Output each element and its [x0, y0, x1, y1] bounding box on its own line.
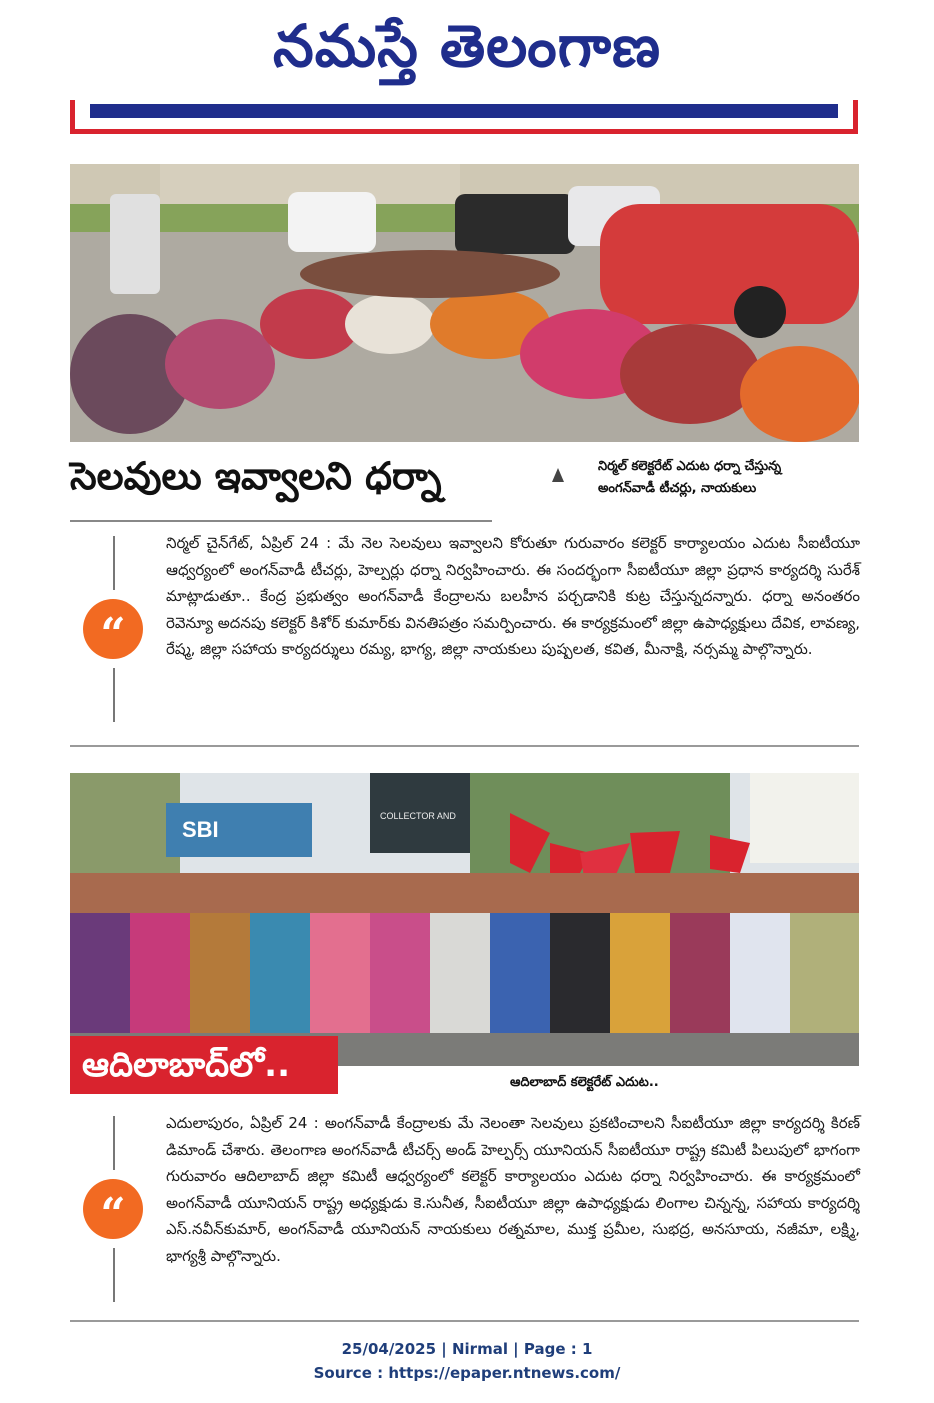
newspaper-title: నమస్తే తెలంగాణ: [273, 12, 661, 80]
quote-icon: “: [83, 1179, 143, 1239]
sbi-sign-text: SBI: [182, 817, 219, 842]
story2-caption: ఆదిలాబాద్ కలెక్టరేట్ ఎదుట..: [510, 1075, 659, 1090]
story1-quote-column: [70, 536, 134, 722]
story2-photo-illustration: [70, 773, 859, 1066]
collector-sign-text: COLLECTOR AND: [380, 811, 456, 821]
headline-underline: [70, 520, 492, 522]
story2-photo: [70, 773, 859, 1066]
page-footer-date: 25/04/2025 | Nirmal | Page : 1: [341, 1340, 593, 1358]
story1-headline: సెలవులు ఇవ్వాలని ధర్నా: [70, 454, 442, 498]
quote-line-bottom: [113, 668, 115, 722]
story2-quote-column: [70, 1116, 134, 1302]
story1-caption-line2: అంగన్‌వాడీ టీచర్లు, నాయకులు: [598, 481, 757, 496]
quote-line-top: [113, 1116, 115, 1170]
story1-photo-illustration: [70, 164, 859, 442]
story1-caption-line1: నిర్మల్ కలెక్టరేట్ ఎదుట ధర్నా చేస్తున్న: [598, 459, 782, 474]
masthead-blue-bar: [90, 104, 838, 118]
story1-photo: [70, 164, 859, 442]
story1-body: నిర్మల్ చైన్‌గేట్, ఏప్రిల్ 24 : మే నెల సెలవులు ఇవ్వాలని కోరుతూ గురువారం కలెక్టర్ కార్యాలయం ఎదుట సీఐటీయూ ఆధ్వర్యంలో అంగన్‌వాడీ టీచర్లు, హెల్పర్లు ధర్నా నిర్వహించారు. ఈ సందర్భంగా సీఐటీయూ జిల్లా ప్రధాన కార్యదర్శి సురేశ్ మాట్లాడుతూ.. కేంద్ర ప్రభుత్వం అంగన్‌వాడీ కేంద్రాలను బలహీన పర్చడానికి కుట్ర చేస్తున్నదన్నారు. ధర్నా అనంతరం రెవెన్యూ అదనపు కలెక్టర్ కిశోర్ కుమార్‌కు వినతిపత్రం సమర్పించారు. ఈ కార్యక్రమంలో జిల్లా ఉపాధ్యక్షులు దేవిక, లావణ్య, రేష్మ, జిల్లా సహాయ కార్యదర్శులు రమ్య, భాగ్య, జిల్లా నాయకులు పుష్పలత, కవిత, మీనాక్షి, నర్సమ్మ పాల్గొన్నారు.: [166, 534, 860, 659]
page-footer-source: Source : https://epaper.ntnews.com/: [313, 1364, 621, 1382]
story1-caption: [598, 456, 858, 500]
quote-icon: “: [83, 599, 143, 659]
masthead: [0, 0, 934, 140]
quote-line-bottom: [113, 1248, 115, 1302]
footer-divider: [70, 1320, 859, 1322]
section-divider: [70, 745, 859, 747]
story2-body: ఎదులాపురం, ఏప్రిల్ 24 : అంగన్‌వాడీ కేంద్రాలకు మే నెలంతా సెలవులు ప్రకటించాలని సీఐటీయూ జిల్లా కార్యదర్శి కిరణ్ డిమాండ్ చేశారు. తెలంగాణ అంగన్‌వాడీ టీచర్స్ అండ్ హెల్పర్స్ యూనియన్ సీఐటీయూ రాష్ట్ర కమిటీ పిలుపులో భాగంగా గురువారం ఆదిలాబాద్ జిల్లా కమిటీ ఆధ్వర్యంలో కలెక్టర్ కార్యాలయం ఎదుట ధర్నా నిర్వహించారు. ఈ కార్యక్రమంలో అంగన్‌వాడీ యూనియన్ రాష్ట్ర అధ్యక్షుడు కె.సునీత, సీఐటీయూ జిల్లా ఉపాధ్యక్షుడు లింగాల చిన్నన్న, సహాయ కార్యదర్శి ఎస్.నవీన్‌కుమార్, అంగన్‌వాడీ యూనియన్ నాయకులు రత్నమాల, ముక్త ప్రమీల, సుభద్ర, అనసూయ, నజీమా, లక్ష్మి, భాగ్యశ్రీ పాల్గొన్నారు.: [166, 1114, 860, 1265]
story2-headline: ఆదిలాబాద్‌లో..: [70, 1036, 338, 1094]
caption-arrow-icon: [552, 468, 564, 482]
quote-line-top: [113, 536, 115, 590]
